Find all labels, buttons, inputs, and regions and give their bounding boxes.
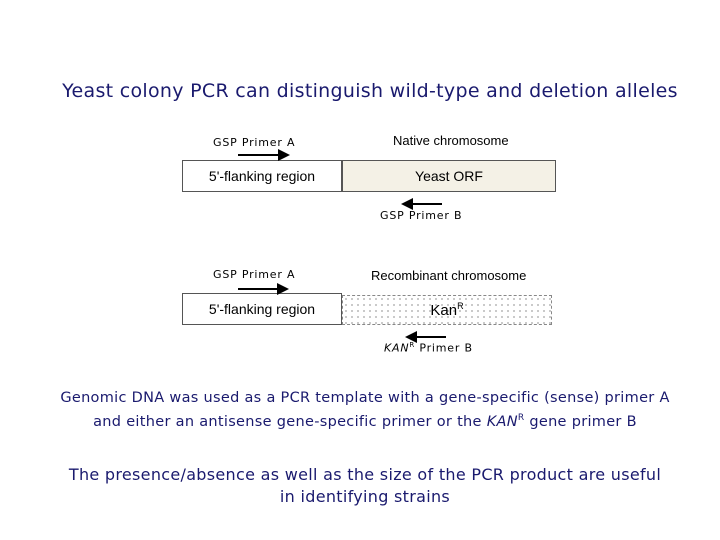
caption-pcr-product-line2: in identifying strains — [279, 487, 451, 506]
yeast-orf-label: Yeast ORF — [415, 168, 483, 184]
slide-title: Yeast colony PCR can distinguish wild-type and deletion alleles — [62, 80, 678, 102]
native-primer-b-label: GSP Primer B — [380, 209, 463, 222]
kanr-primer-b-label: $KAN^R$ Primer B — [384, 341, 473, 355]
native-primer-a-label: GSP Primer A — [213, 136, 296, 149]
native-chromosome-label: Native chromosome — [393, 133, 509, 148]
recombinant-primer-a-label: GSP Primer A — [213, 268, 296, 281]
native-flanking-region-label: 5'-flanking region — [208, 168, 316, 184]
caption-pcr-product-line1: The presence/absence as well as the size of the PCR product are useful — [68, 465, 662, 484]
kanr-label: Kan$^R$ — [430, 301, 464, 319]
caption-genomic-dna — [0, 388, 720, 432]
caption-genomic-dna-line2: and either an antisense gene-specific primer or the $KAN^R$ gene primer B — [93, 413, 637, 430]
caption-pcr-product — [0, 464, 720, 508]
recombinant-chromosome-label: Recombinant chromosome — [371, 268, 527, 283]
caption-genomic-dna-line1: Genomic DNA was used as a PCR template with a gene-specific (sense) primer A — [60, 390, 670, 406]
recombinant-flanking-region-label: 5'-flanking region — [208, 301, 316, 317]
